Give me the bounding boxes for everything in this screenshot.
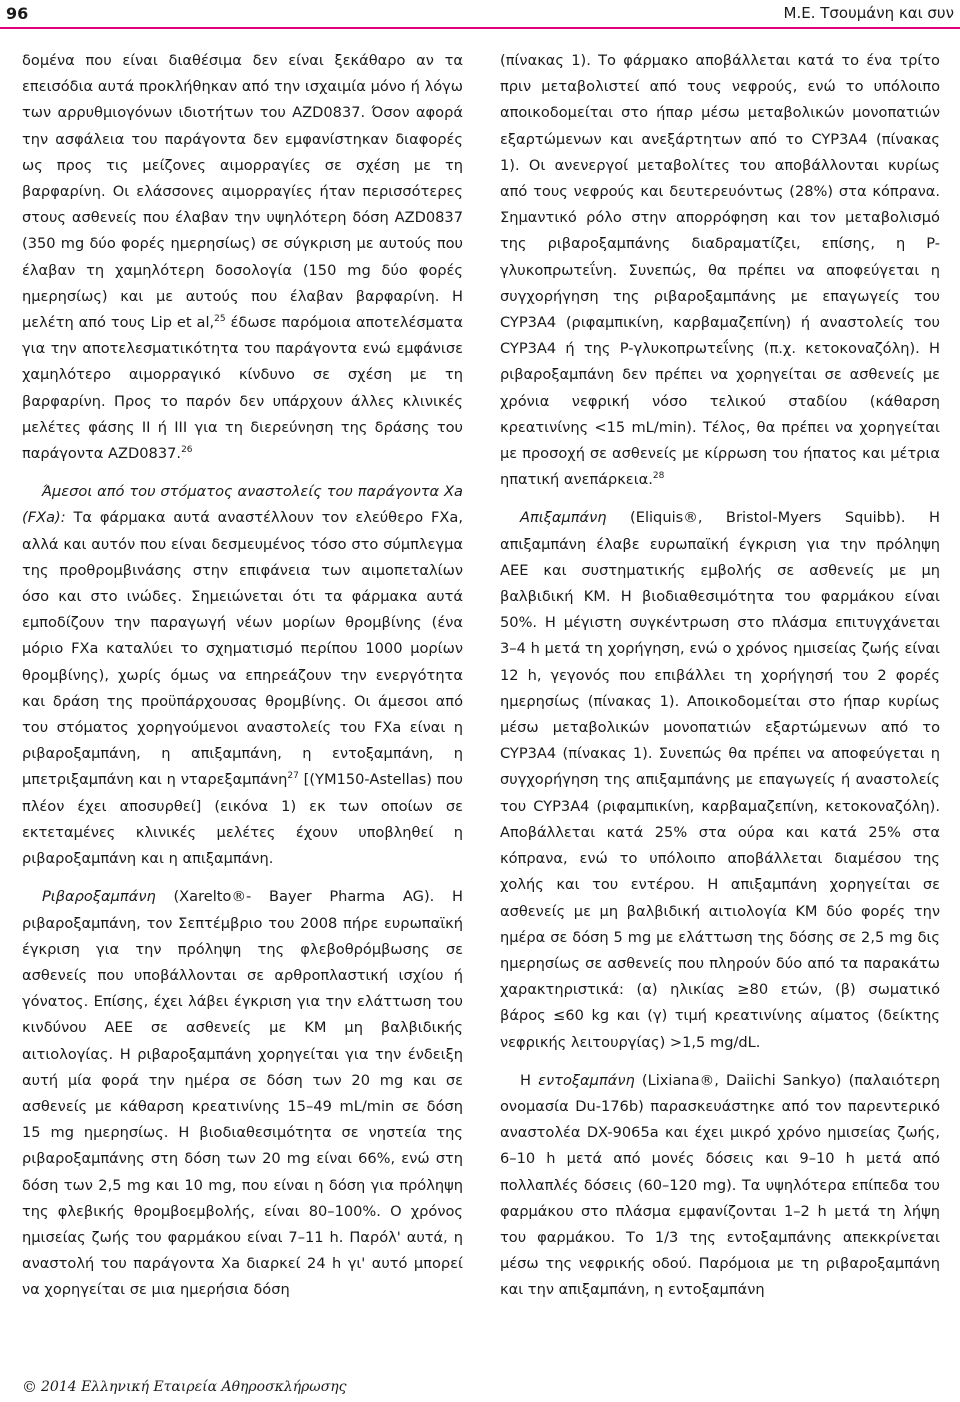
- paragraph: [22, 884, 463, 1303]
- reference-mark: 28: [652, 471, 665, 482]
- paragraph: [500, 505, 940, 1055]
- text-run: δομένα που είναι διαθέσιμα δεν είναι ξεκάθαρο αν τα επεισόδια αυτά προκλήθηκαν από την ισχαιμία μόνο ή λόγω των αρρυθμιογόνων ιδιοτήτων του AZD0837. Όσον αφορά την ασφάλεια του παράγοντα δεν εμφανίστηκαν διαφορές ως προς τις μείζονες αιμορραγίες σε σχέση με τη βαρφαρίνη. Οι ελάσσονες αιμορραγίες ήταν περισσότερες στους ασθενείς που έλαβαν την υψηλότερη δόση AZD0837 (350 mg δύο φορές ημερησίως) σε σύγκριση με αυτούς που έλαβαν τη χαμηλότερη δοσολογία (150 mg δύο φορές ημερησίως) και με αυτούς που έλαβαν βαρφαρίνη. Η μελέτη από τους Lip et al,: [22, 52, 463, 332]
- left-column: [22, 48, 463, 1304]
- text-run: (Lixiana®, Daiichi Sankyo) (παλαιότερη ονομασία Du-176b) παρασκευάστηκε από τον παρεντερικό αναστολέα DX-9065a και έχει μικρό χρόνο ημισείας ζωής, 6–10 h μετά από μονές δόσεις και 9–10 h μετά από πολλαπλές δόσεις (60–120 mg). Τα υψηλότερα επίπεδα του φαρμάκου στο πλάσμα εμφανίζονται 1–2 h μετά τη λήψη του φαρμάκου. Το 1/3 της εντοξαμπάνης απεκκρίνεται μέσω της νεφρικής οδού. Παρόμοια με τη ριβαροξαμπάνη και την απιξαμπάνη, η εντοξαμπάνη: [500, 1071, 940, 1299]
- paragraph: [22, 479, 463, 872]
- drug-name: Ριβαροξαμπάνη: [42, 888, 156, 906]
- drug-name: εντοξαμπάνη: [538, 1071, 635, 1089]
- text-run: (πίνακας 1). Το φάρμακο αποβάλλεται κατά το ένα τρίτο πριν μεταβολιστεί από τους νεφρούς, ενώ το υπόλοιπο αποικοδομείται στο ήπαρ μέσω μεταβολικών μονοπατιών εξαρτώμενων και ανεξάρτητων από το CYP3A4 (πίνακας 1). Οι ανενεργοί μεταβολίτες του αποβάλλονται κυρίως από τους νεφρούς και δευτερευόντως (28%) στα κόπρανα. Σημαντικό ρόλο στην απορρόφηση και τον μεταβολισμό της ριβαροξαμπάνης διαδραματίζει, επίσης, η P-γλυκοπρωτεΐνη. Συνεπώς, θα πρέπει να αποφεύγεται η συγχορήγηση της ριβαροξαμπάνης με επαγωγείς του CYP3A4 (ριφαμπικίνη, καρβαμαζεπίνη) ή αναστολείς του CYP3A4 ή της P-γλυκοπρωτεΐνης (π.χ. κετοκοναζόλη). Η ριβαροξαμπάνη δεν πρέπει να χορηγείται σε ασθενείς με χρόνια νεφρική νόσο τελικού σταδίου (κάθαρση κρεατινίνης <15 mL/min). Τέλος, θα πρέπει να χορηγείται με προσοχή σε ασθενείς με κίρρωση του ήπατος και μέτρια ηπατική ανεπάρκεια.: [500, 52, 940, 489]
- copyright-icon: ©: [22, 1378, 37, 1396]
- text-run: έδωσε παρόμοια αποτελέσματα για την αποτελεσματικότητα του παράγοντα ενώ εμφάνισε χαμηλότερο αιμορραγικό κίνδυνο σε σχέση με τη βαρφαρίνη. Προς το παρόν δεν υπάρχουν άλλες κλινικές μελέτες φάσης II ή III για τη διερεύνηση της δράσης του παράγοντα AZD0837.: [22, 314, 463, 463]
- reference-mark: 27: [287, 771, 299, 782]
- paragraph: [500, 1068, 940, 1304]
- text-run: (Eliquis®, Bristol-Myers Squibb). Η απιξαμπάνη έλαβε ευρωπαϊκή έγκριση για την πρόληψη ΑΕΕ και συστηματικής εμβολής σε ασθενείς με μη βαλβιδική ΚΜ. Η βιοδιαθεσιμότητα του φαρμάκου είναι 50%. Η μέγιστη συγκέντρωση στο πλάσμα επιτυγχάνεται 3–4 h μετά τη χορήγηση, ενώ ο χρόνος ημισείας ζωής είναι 12 h, γεγονός που επιβάλλει τη χορήγησή του 2 φορές ημερησίως (πίνακας 1). Αποικοδομείται στο ήπαρ κυρίως μέσω μεταβολικών μονοπατιών εξαρτώμενων από το CYP3A4 (πίνακας 1). Συνεπώς θα πρέπει να αποφεύγεται η συγχορήγηση της απιξαμπάνης με επαγωγείς ή αναστολείς του CYP3A4 (ριφαμπικίνη, καρβαμαζεπίνη, κετοκοναζόλη). Αποβάλλεται κατά 25% στα ούρα και κατά 25% στα κόπρανα, ενώ το υπόλοιπο αποβάλλεται διαμέσου της χολής και του εντέρου. Η απιξαμπάνη χορηγείται σε ασθενείς με μη βαλβιδική αιτιολογία ΚΜ δύο φορές την ημέρα σε δόση 5 mg με ελάττωση της δόσης σε 2,5 mg δις ημερησίως σε ασθενείς που πληρούν δύο από τα παρακάτω χαρακτηριστικά: (α) ηλικίας ≥80 ετών, (β) σωματικό βάρος ≤60 kg και (γ) τιμή κρεατινίνης αίματος (δείκτης νεφρικής λειτουργίας) >1,5 mg/dL.: [500, 509, 940, 1051]
- reference-mark: 26: [181, 445, 193, 456]
- paragraph: [22, 48, 463, 467]
- paragraph: [500, 48, 940, 493]
- right-column: [500, 48, 940, 1304]
- text-run: Τα φάρμακα αυτά αναστέλλουν τον ελεύθερο FXa, αλλά και αυτόν που είναι δεσμευμένος τόσο στο σύμπλεγμα της προθρομβινάσης στην επιφάνεια των αιμοπεταλίων όσο και στο ινώδες. Σημειώνεται ότι τα φάρμακα αυτά εμποδίζουν την παραγωγή νέων μορίων θρομβίνης (ένα μόριο FXa καταλύει το σχηματισμό περίπου 1000 μορίων θρομβίνης), χωρίς όμως να επηρεάζουν την ενεργότητα και δράση της προϋπάρχουσας θρομβίνης. Οι άμεσοι από του στόματος χορηγούμενοι αναστολείς του FXa είναι η ριβαροξαμπάνη, η απιξαμπάνη, η εντοξαμπάνη, η μπετριξαμπάνη και η νταρεξαμπάνη: [22, 509, 463, 789]
- page-number: 96: [6, 3, 29, 23]
- text-run: Η: [520, 1071, 539, 1089]
- reference-mark: 25: [214, 314, 226, 325]
- running-authors: M.E. Τσουμάνη και συν: [783, 4, 954, 22]
- subheading: Άμεσοι από του στόματος αναστολείς του παράγοντα Xa (FXa):: [22, 483, 463, 527]
- text-run: (Xarelto®- Bayer Pharma AG). Η ριβαροξαμπάνη, τον Σεπτέμβριο του 2008 πήρε ευρωπαϊκή έγκριση για την πρόληψη της φλεβοθρόμβωσης σε ασθενείς που υποβάλλονται σε αρθροπλαστική ισχίου ή γόνατος. Επίσης, έχει λάβει έγκριση για την ελάττωση του κινδύνου ΑΕΕ σε ασθενείς με ΚΜ μη βαλβιδικής αιτιολογίας. Η ριβαροξαμπάνη χορηγείται για την ένδειξη αυτή μία φορά την ημέρα σε δόση των 20 mg και σε ασθενείς με κάθαρση κρεατινίνης 15–49 mL/min σε δόση 15 mg ημερησίως. Η βιοδιαθεσιμότητα σε νηστεία της ριβαροξαμπάνης στη δόση των 20 mg είναι 66%, ενώ στη δόση των 2,5 mg και 10 mg, που είναι η δόση για πρόληψη της φλεβικής θρομβοεμβολής, είναι 80–100%. Ο χρόνος ημισείας ζωής του φαρμάκου είναι 7–11 h. Παρόλ' αυτά, η αναστολή του παράγοντα Xa διαρκεί 24 h γι' αυτό μπορεί να χορηγείται σε μια ημερήσια δόση: [22, 888, 463, 1299]
- page-footer: [22, 1378, 347, 1396]
- footer-text: 2014 Ελληνική Εταιρεία Αθηροσκλήρωσης: [41, 1379, 347, 1395]
- text-run: [(YM150-Astellas) που πλέον έχει αποσυρθεί] (εικόνα 1) εκ των οποίων σε εκτεταμένες κλινικές μελέτες έχουν υποβληθεί η ριβαροξαμπάνη και η απιξαμπάνη.: [22, 771, 463, 868]
- page-header: [0, 0, 960, 26]
- drug-name: Απιξαμπάνη: [520, 509, 607, 527]
- header-rule: [0, 27, 960, 29]
